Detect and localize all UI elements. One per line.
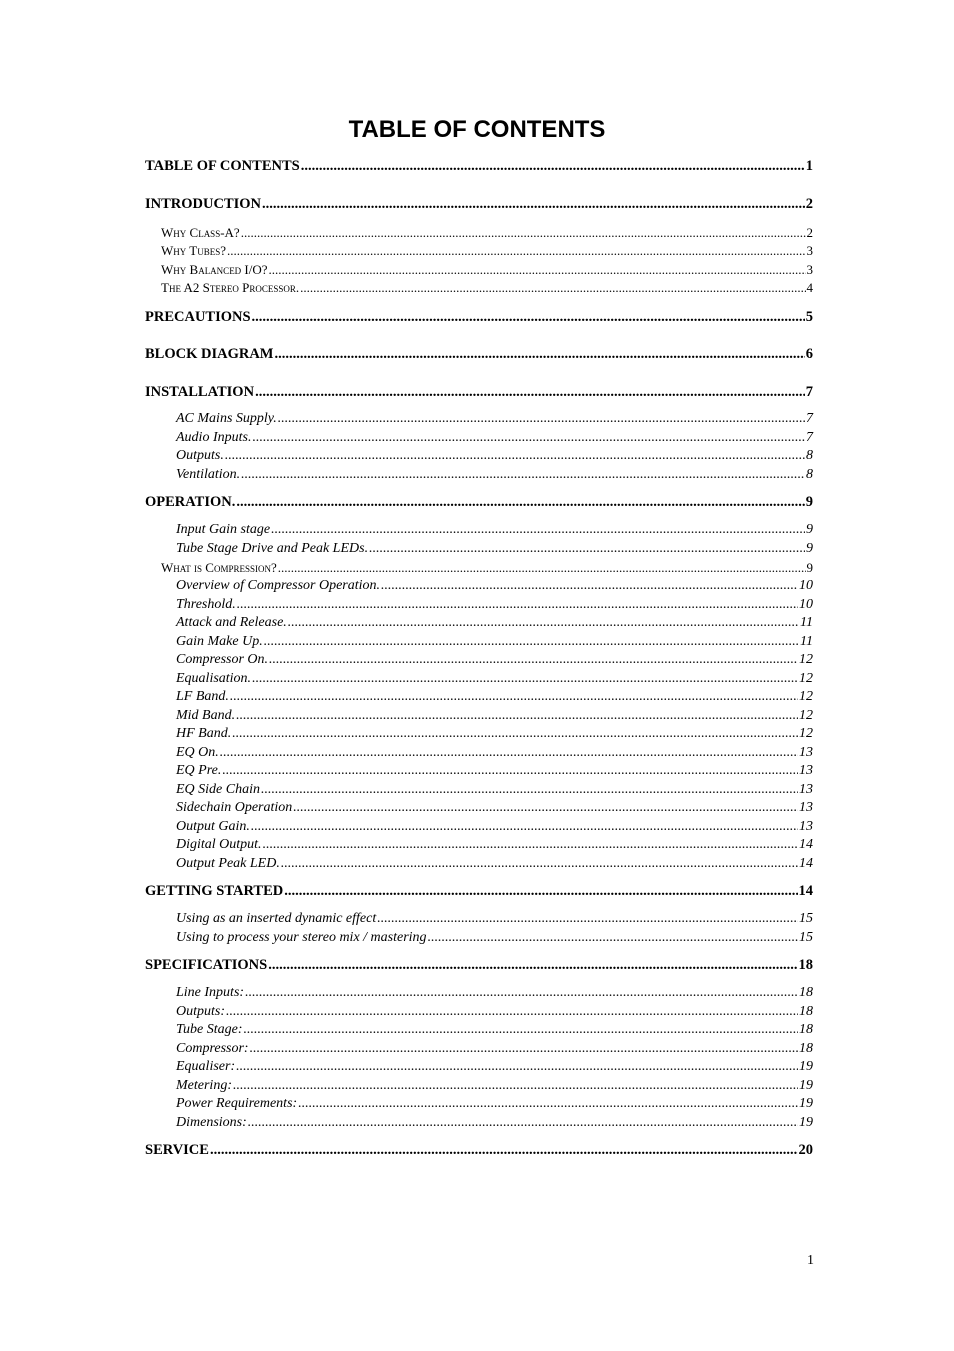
toc-entry-title: HF Band. <box>176 726 232 741</box>
dot-leader <box>301 158 805 175</box>
toc-entry-page: 9 <box>806 560 813 575</box>
toc-subsection-entry[interactable] <box>145 819 813 835</box>
dot-leader <box>281 856 798 872</box>
toc-entry-page: 14 <box>799 837 813 852</box>
dot-leader <box>225 448 805 464</box>
toc-subsection-entry[interactable] <box>145 1059 813 1075</box>
toc-entry-page: 5 <box>805 309 813 325</box>
toc-heading-entry[interactable] <box>145 196 813 213</box>
toc-subsection-entry[interactable] <box>145 634 813 650</box>
toc-entry-title: Output Peak LED. <box>176 856 280 871</box>
toc-subsection-entry[interactable] <box>145 1115 813 1131</box>
toc-subsection-entry[interactable] <box>145 467 813 483</box>
dot-leader <box>293 800 798 816</box>
toc-entry-title: Line Inputs: <box>176 985 245 1000</box>
toc-entry-title: SERVICE <box>145 1142 209 1158</box>
toc-entry-title: Equaliser: <box>176 1059 236 1074</box>
toc-entry-title: Equalisation. <box>176 671 252 686</box>
toc-subsection-entry[interactable] <box>145 726 813 742</box>
toc-subsection-entry[interactable] <box>145 782 813 798</box>
toc-entry-title: Attack and Release. <box>176 615 287 630</box>
toc-entry-page: 6 <box>805 346 813 362</box>
toc-entry-page: 10 <box>799 597 813 612</box>
toc-entry-title: EQ Side Chain <box>176 782 260 797</box>
page-number: 1 <box>807 1253 814 1268</box>
toc-entry-title: Input Gain stage <box>176 522 271 537</box>
dot-leader <box>236 1059 798 1075</box>
dot-leader <box>263 837 798 853</box>
toc-subsection-entry[interactable] <box>145 522 813 538</box>
toc-entry-page: 12 <box>799 726 813 741</box>
toc-entry-title: EQ Pre. <box>176 763 222 778</box>
dot-leader <box>248 1115 798 1131</box>
toc-heading-entry[interactable] <box>145 883 813 900</box>
toc-subsection-entry[interactable] <box>145 411 813 427</box>
toc-entry-title: Audio Inputs. <box>176 430 252 445</box>
toc-entry-page: 7 <box>806 430 813 445</box>
toc-entry-title: Sidechain Operation <box>176 800 293 815</box>
dot-leader <box>284 883 797 900</box>
toc-entry-title: Why Balanced I/O? <box>161 262 268 277</box>
toc-entry-page: 18 <box>799 1022 813 1037</box>
dot-leader <box>278 411 805 427</box>
dot-leader <box>232 726 798 742</box>
toc-entry-title: PRECAUTIONS <box>145 309 251 325</box>
toc-entry-page: 18 <box>799 1004 813 1019</box>
dot-leader <box>288 615 799 631</box>
toc-subsection-entry[interactable] <box>145 541 813 557</box>
dot-leader <box>220 745 798 761</box>
toc-entry-page: 19 <box>799 1115 813 1130</box>
toc-entry-page: 12 <box>799 689 813 704</box>
toc-entry-page: 9 <box>805 494 813 510</box>
dot-leader <box>428 930 798 946</box>
toc-subsection-entry[interactable] <box>145 1004 813 1020</box>
toc-entry-page: 19 <box>799 1059 813 1074</box>
toc-entry-page: 10 <box>799 578 813 593</box>
toc-entry-title: The A2 Stereo Processor. <box>161 280 300 295</box>
dot-leader <box>255 384 805 401</box>
toc-entry-page: 7 <box>805 384 813 400</box>
toc-entry-page: 2 <box>806 225 813 240</box>
toc-entry-page: 18 <box>798 957 813 973</box>
toc-entry-title: BLOCK DIAGRAM <box>145 346 274 362</box>
dot-leader <box>227 243 805 259</box>
toc-entry-page: 3 <box>806 243 813 258</box>
dot-leader <box>244 1022 799 1038</box>
toc-entry-page: 15 <box>799 911 813 926</box>
toc-entry-title: Metering: <box>176 1078 232 1093</box>
toc-entry-page: 19 <box>799 1096 813 1111</box>
toc-entry-page: 8 <box>806 448 813 463</box>
toc-entry-title: Outputs. <box>176 448 224 463</box>
toc-entry-title: Compressor On. <box>176 652 269 667</box>
toc-entry-title: What is Compression? <box>161 560 277 575</box>
toc-entry-title: Why Class-A? <box>161 225 240 240</box>
toc-entry-page: 20 <box>798 1142 813 1158</box>
toc-entry-page: 9 <box>806 541 813 556</box>
toc-entry-title: Ventilation. <box>176 467 241 482</box>
dot-leader <box>377 911 798 927</box>
dot-leader <box>222 763 798 779</box>
toc-section-entry[interactable] <box>145 560 813 576</box>
toc-entry-title: OPERATION. <box>145 494 236 510</box>
toc-entry-page: 13 <box>799 782 813 797</box>
toc-subsection-entry[interactable] <box>145 430 813 446</box>
dot-leader <box>369 541 805 557</box>
toc-heading-entry[interactable] <box>145 384 813 401</box>
toc-subsection-entry[interactable] <box>145 856 813 872</box>
dot-leader <box>237 597 798 613</box>
toc-subsection-entry[interactable] <box>145 597 813 613</box>
toc-heading-entry[interactable] <box>145 158 813 175</box>
toc-section-entry[interactable] <box>145 262 813 278</box>
toc-entry-page: 13 <box>799 819 813 834</box>
toc-entry-page: 13 <box>799 800 813 815</box>
dot-leader <box>236 494 804 511</box>
toc-entry-page: 1 <box>805 158 813 174</box>
toc-entry-page: 9 <box>806 522 813 537</box>
toc-subsection-entry[interactable] <box>145 708 813 724</box>
toc-entry-title: Overview of Compressor Operation. <box>176 578 381 593</box>
toc-entry-page: 13 <box>799 763 813 778</box>
toc-entry-page: 18 <box>799 985 813 1000</box>
dot-leader <box>250 1041 798 1057</box>
toc-section-entry[interactable] <box>145 225 813 241</box>
toc-entry-page: 4 <box>806 280 813 295</box>
toc-subsection-entry[interactable] <box>145 671 813 687</box>
toc-entry-page: 13 <box>799 745 813 760</box>
toc-entry-page: 19 <box>799 1078 813 1093</box>
toc-subsection-entry[interactable] <box>145 615 813 631</box>
toc-entry-page: 3 <box>806 262 813 277</box>
toc-heading-entry[interactable] <box>145 1142 813 1159</box>
toc-section-entry[interactable] <box>145 280 813 296</box>
dot-leader <box>210 1142 798 1159</box>
toc-subsection-entry[interactable] <box>145 578 813 594</box>
toc-entry-page: 14 <box>798 883 813 899</box>
toc-section-entry[interactable] <box>145 243 813 259</box>
toc-subsection-entry[interactable] <box>145 1041 813 1057</box>
dot-leader <box>226 1004 798 1020</box>
toc-subsection-entry[interactable] <box>145 930 813 946</box>
dot-leader <box>241 467 805 483</box>
toc-entry-title: EQ On. <box>176 745 219 760</box>
page-title: TABLE OF CONTENTS <box>348 116 606 143</box>
toc-entry-title: Gain Make Up. <box>176 634 263 649</box>
toc-entry-title: Outputs: <box>176 1004 225 1019</box>
toc-heading-entry[interactable] <box>145 346 813 363</box>
dot-leader <box>269 652 798 668</box>
toc-entry-title: Threshold. <box>176 597 236 612</box>
toc-entry-title: Digital Output. <box>176 837 262 852</box>
toc-entry-page: 12 <box>799 671 813 686</box>
dot-leader <box>268 957 797 974</box>
toc-entry-page: 15 <box>799 930 813 945</box>
toc-entry-title: SPECIFICATIONS <box>145 957 268 973</box>
toc-subsection-entry[interactable] <box>145 985 813 1001</box>
toc-entry-page: 12 <box>799 708 813 723</box>
toc-entry-page: 8 <box>806 467 813 482</box>
toc-entry-page: 12 <box>799 652 813 667</box>
toc-subsection-entry[interactable] <box>145 763 813 779</box>
dot-leader <box>271 522 805 538</box>
toc-entry-title: AC Mains Supply. <box>176 411 277 426</box>
toc-heading-entry[interactable] <box>145 957 813 974</box>
toc-entry-title: Using as an inserted dynamic effect <box>176 911 377 926</box>
toc-entry-page: 14 <box>799 856 813 871</box>
dot-leader <box>275 346 805 363</box>
toc-subsection-entry[interactable] <box>145 911 813 927</box>
toc-subsection-entry[interactable] <box>145 652 813 668</box>
toc-entry-title: Mid Band. <box>176 708 236 723</box>
toc-subsection-entry[interactable] <box>145 837 813 853</box>
toc-subsection-entry[interactable] <box>145 800 813 816</box>
toc-entry-title: INSTALLATION <box>145 384 255 400</box>
dot-leader <box>236 708 798 724</box>
dot-leader <box>252 309 805 326</box>
toc-entry-title: Output Gain. <box>176 819 250 834</box>
dot-leader <box>381 578 798 594</box>
toc-entry-page: 11 <box>800 634 813 649</box>
dot-leader <box>230 689 798 705</box>
dot-leader <box>241 225 806 241</box>
dot-leader <box>262 196 805 213</box>
toc-subsection-entry[interactable] <box>145 1022 813 1038</box>
toc-subsection-entry[interactable] <box>145 689 813 705</box>
toc-entry-title: TABLE OF CONTENTS <box>145 158 300 174</box>
toc-entry-title: INTRODUCTION <box>145 196 262 212</box>
dot-leader <box>261 782 798 798</box>
toc-entry-title: Compressor: <box>176 1041 249 1056</box>
toc-subsection-entry[interactable] <box>145 1078 813 1094</box>
toc-subsection-entry[interactable] <box>145 745 813 761</box>
dot-leader <box>245 985 798 1001</box>
dot-leader <box>298 1096 798 1112</box>
toc-subsection-entry[interactable] <box>145 448 813 464</box>
toc-entry-title: Power Requirements: <box>176 1096 298 1111</box>
toc-entry-page: 18 <box>799 1041 813 1056</box>
dot-leader <box>251 819 798 835</box>
dot-leader <box>278 560 806 576</box>
dot-leader <box>264 634 799 650</box>
toc-entry-title: LF Band. <box>176 689 229 704</box>
dot-leader <box>252 430 805 446</box>
toc-entry-title: GETTING STARTED <box>145 883 284 899</box>
toc-entry-title: Why Tubes? <box>161 243 227 258</box>
toc-heading-entry[interactable] <box>145 494 813 511</box>
toc-entry-title: Dimensions: <box>176 1115 247 1130</box>
toc-entry-page: 7 <box>806 411 813 426</box>
toc-subsection-entry[interactable] <box>145 1096 813 1112</box>
dot-leader <box>269 262 806 278</box>
dot-leader <box>252 671 798 687</box>
toc-entry-title: Tube Stage Drive and Peak LEDs. <box>176 541 369 556</box>
toc-heading-entry[interactable] <box>145 309 813 326</box>
toc-entry-page: 11 <box>800 615 813 630</box>
toc-entry-page: 2 <box>805 196 813 212</box>
toc-entry-title: Tube Stage: <box>176 1022 243 1037</box>
dot-leader <box>233 1078 798 1094</box>
dot-leader <box>300 280 805 296</box>
toc-entry-title: Using to process your stereo mix / mastering <box>176 930 427 945</box>
